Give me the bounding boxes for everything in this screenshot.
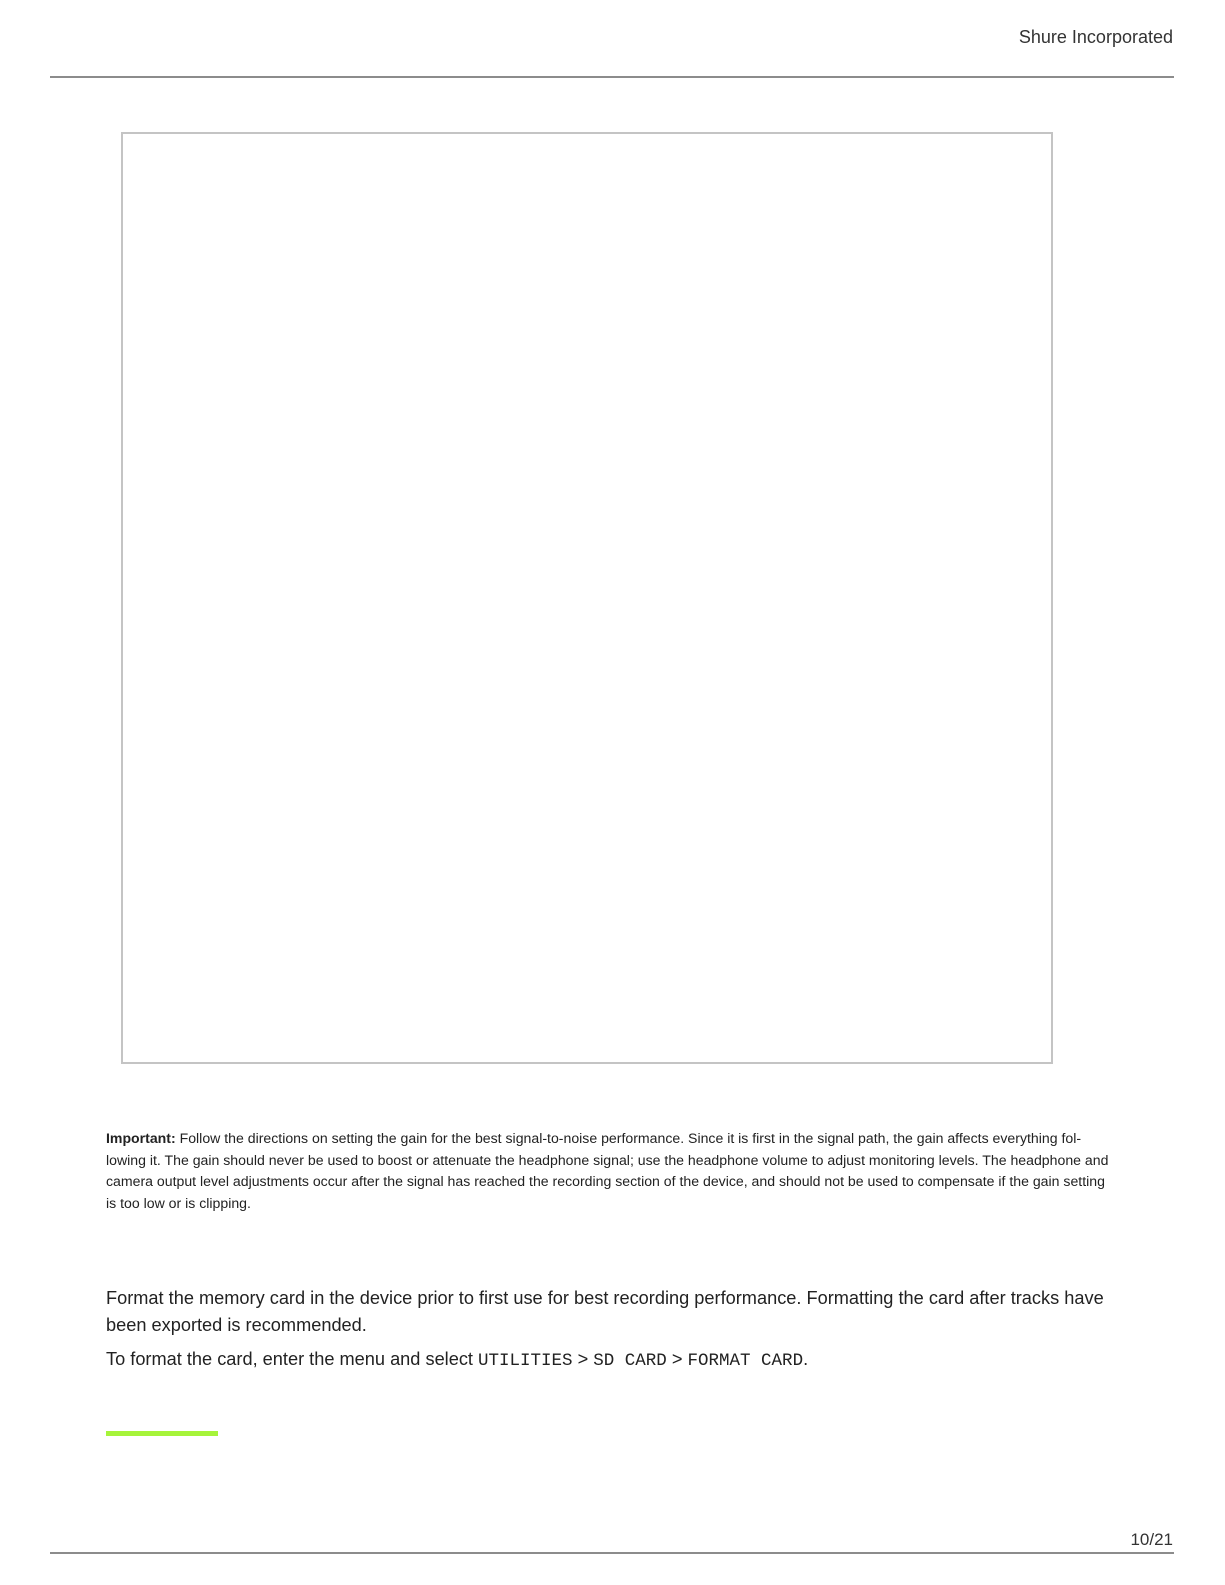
format-paragraph-2-suffix: . [803, 1349, 809, 1369]
menu-item-sd-card: SD CARD [593, 1351, 667, 1371]
important-note-text: Follow the directions on setting the gain for the best signal-to-noise performance. Since it is first in the signal path, the gain affects everything fol-lowing it. The gain should never be used to boost or attenuate the headphone signal; use the headphone volume to adjust monitoring levels. The headphone and camera output level adjustments occur after the signal has reached the recording section of the device, and should not be used to compensate if the gain setting is too low or is clipping. [106, 1130, 1109, 1211]
menu-item-utilities: UTILITIES [478, 1351, 573, 1371]
header-divider [50, 76, 1174, 78]
figure-frame [121, 132, 1053, 1064]
page-header-company: Shure Incorporated [1018, 27, 1173, 47]
menu-separator: > [666, 1349, 688, 1369]
footer-divider [50, 1552, 1174, 1554]
format-paragraph-2-prefix: To format the card, enter the menu and select [106, 1349, 479, 1369]
important-note-label: Important: [106, 1130, 176, 1146]
format-paragraph-1: Format the memory card in the device prior to first use for best recording performance. Formatting the card after tracks have been exported is recommended. [106, 1288, 1104, 1335]
menu-separator: > [572, 1349, 594, 1369]
menu-item-format-card: FORMAT CARD [687, 1351, 804, 1371]
important-note [106, 1128, 1112, 1214]
format-paragraph-2 [106, 1346, 1112, 1375]
page-number: 10/21 [1130, 1530, 1173, 1549]
accent-bar [106, 1431, 218, 1436]
